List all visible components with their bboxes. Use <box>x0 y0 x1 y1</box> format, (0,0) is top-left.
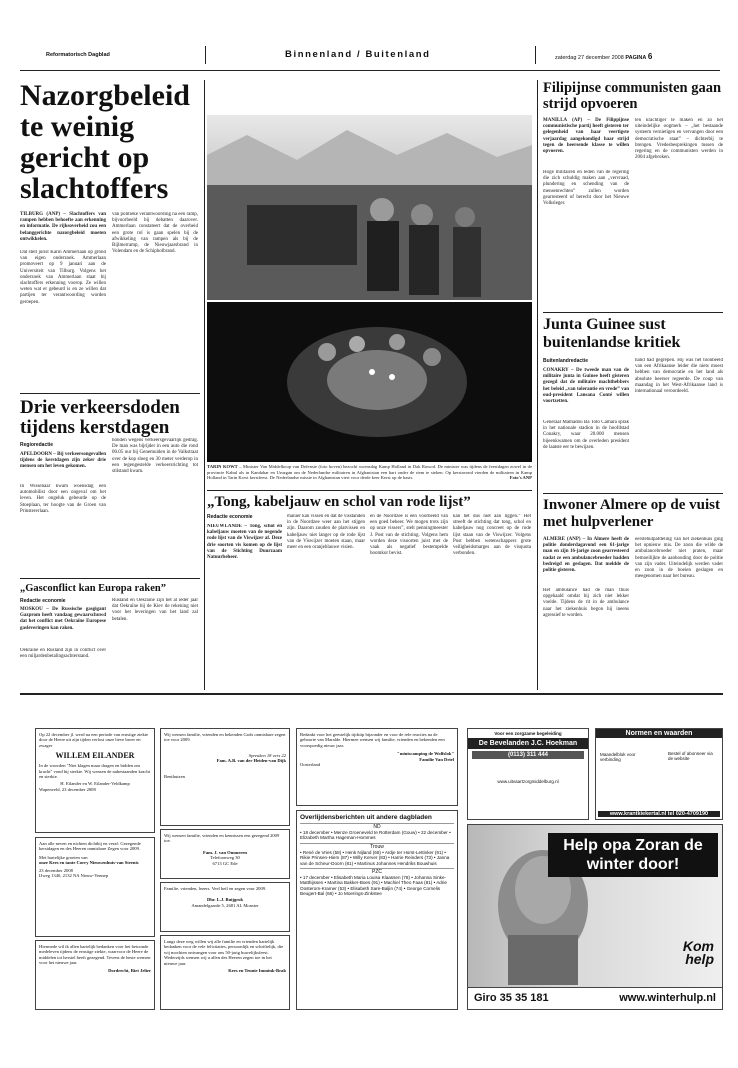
ad-normen[interactable] <box>595 728 723 820</box>
oosterland-text: Bedankt voor het geestelijk tijdstip bijzonder en voor de rele reacties na de geboorte van Maralde. Hiermee wensen wij familie, vrienden en bekenden een voorspoedig nieuw jaar. <box>300 732 445 748</box>
ommeren-addr2: 6713 GC Ede <box>212 860 238 866</box>
nazorg-body2: van politieke verantwoording na een ramp, bijvoorbeeld bij debatten daarover. Ammerlaan constateert dat de overheid een grote rol is gaan spelen bij de afwikkeling van rampen als bij de Bijlmerramp, de Nieuwjaarsbrand in Volendam en de Schipholbrand. <box>112 212 198 255</box>
header-divider-left <box>205 46 206 64</box>
buijsrok-addr: Amandelgaarde 5, 2681 AL Monster <box>191 902 259 908</box>
overlijden-nd-label: ND <box>300 823 454 830</box>
winterhulp-giro: Giro 35 35 181 <box>474 992 549 1004</box>
rule-5 <box>543 493 723 494</box>
gas-lead: MOSKOU – De Russische gasgigant Gazprom heeft vandaag gewaarschuwd dat het conflict met Oekraïne Europese gasleveringen kan raken. <box>20 607 106 631</box>
oosterland-family: Familie Van Driel <box>419 756 454 762</box>
filip-title: Filipijnse communisten gaan strijd opvoeren <box>543 80 722 112</box>
oosterland-place: Oosterland <box>300 762 321 768</box>
rule-bottom <box>20 693 723 695</box>
gas-title: „Gasconflict kan Europa raken” <box>20 583 166 594</box>
notice-eilander <box>35 728 155 833</box>
caption-credit: Foto's ANP <box>509 475 532 481</box>
junta-lead: CONAKRY – De tweede man van de militaire junta in Guinee heeft gisteren gezegd dat de militaire machthebbers het beleid „van tolerantie en vrede” van oud-president Lansana Conté willen voortzetten. <box>543 368 629 405</box>
oosterland-quote: "miniscamping de Wolfslok" <box>397 751 454 757</box>
overlijden-trouw: • René de Vries (58) • Henk Nijland (68) • Ardje ter Horst-Lettinker (91) • Rikie Prinsen-Hiem (87) • Willy Kerver (83) • Harrie Reinders (73) • Janna van de Scheur-Doorn (81) • Martinus Johannes Hendriks Bouwhuis <box>300 849 450 866</box>
rule-4 <box>543 312 723 313</box>
col-rule-left <box>204 80 205 690</box>
roland-text: Hiermede wil ik allen hartelijk bedanken voor het betoonde medeleven tijdens de ernstige ziekte, waarvoor de Heere de middelen tot herstel heeft gezegend. Tevens de beste wensen voor het nieuwe jaar. <box>39 944 151 966</box>
eilander-intro: Op 22 december jl. werd na een periode van ernstige ziekte door de Heere uit zijn tijden verlost onze lieve broer en zwager <box>39 732 149 748</box>
junta-byline: Buitenlandredactie <box>543 358 589 364</box>
overlijden-trouw-label: Trouw <box>300 843 454 850</box>
tong-body3: kan het dus niet aan liggen.” Het streeft de stichting dat tong, schol en kabeljauw nog concreet op de rode lijst staan van de Viswijzer. Volgens Post hebben wetenschappers grote veiligheidsmarges aan de visquota verbonden. <box>453 514 531 557</box>
overlijden-title: Overlijdensberichten uit andere dagbladen <box>300 814 432 821</box>
normen-site: www.krantkiekertal.nl <box>609 811 667 817</box>
verkeer-byline: Regioredactie <box>20 442 54 448</box>
ommeren-from: Fam. J. van Ommeren <box>203 849 247 855</box>
header-date <box>555 52 652 61</box>
photo-minister <box>207 115 532 300</box>
heden-text2: Met hartelijke groeten van <box>39 854 88 860</box>
tong-body2: en de Noordzee is een voorbeeld van een goed beheer. We mogen trots zijn op onze vissers”, stelt penningmeester J. Post van de stichting. Volgens hem worden deze visoorten juist met de vaak als negatief bestempelde boomkor bevist. <box>370 514 448 557</box>
notice-brak <box>160 935 290 1010</box>
photo-kerst-scene <box>207 302 532 462</box>
photo-kerst <box>207 302 532 462</box>
winterhulp-site: www.winterhulp.nl <box>619 992 716 1004</box>
winterhulp-footer <box>468 987 722 1009</box>
ad-hoekman[interactable] <box>467 728 589 820</box>
brak-from: Kees en Teunie Immink-Brak <box>228 968 286 974</box>
overlijden-box <box>296 810 458 1010</box>
heuvel-sign: Spreuken 18 vers 22 <box>248 752 286 758</box>
overlijden-pzc-label: PZC <box>300 868 454 875</box>
heden-text: Aan alle neven en nichten dichtbij en veraf: Gezegende kerstdagen en des Heeren onmisbare Zegen voor 2009. <box>39 841 141 852</box>
ommeren-text: Wij wensen familie, vrienden en kennissen een gezegend 2009 toe. <box>164 833 280 844</box>
winterhulp-logo <box>683 940 714 966</box>
notice-oosterland <box>296 728 458 806</box>
verkeer-body1: In Wissenaar kwam woensdag een automobilist door een ongeval om het leven. Het ongeluk gebeurde op de Stoeplaan, ter hoogte van de Groen van Prinstererlaan. <box>20 484 106 514</box>
hoekman-phone: (0113) 311 444 <box>472 751 584 759</box>
junta-body1: Generaal Mamadou Ba Toto Camara sprak in het nationale stadion in de hoofdstad Conakry, waar 20.000 mensen bijeenkwamen om de overleden president de laatste eer te bewijzen. <box>543 420 629 450</box>
winterhulp-slogan: Help opa Zoran de winter door! <box>548 833 718 877</box>
overlijden-pzc: • 17 december • Elisabeth Maria Louisa Klaassen (78) • Johanna Sinke-Matthijssen • Martina Bakker-Boes (91) • Machiel Theo Faas (81) • Adrie Oosterom-Kramer (53) • Elisabeth Sare-Baljin (74) • George Cornelis Beugert-Bal (66) • Jo Moerings-Zinkstee <box>300 875 447 897</box>
verkeer-title: Drie verkeersdoden tijdens kerstdagen <box>20 397 180 438</box>
rule-3 <box>207 490 532 491</box>
nazorg-title: Nazorgbeleid te weinig gericht op slachtoffers <box>20 79 190 205</box>
ommeren-addr1: Telefoonweg 30 <box>210 855 240 861</box>
almere-body1: Het ambulance had de man thuis opgehaald omdat hij zich niet lekker voelde. Tijdens de rit in de ambulance naar het ziekenhuis begon hij ineens agressief te worden. <box>543 588 629 618</box>
eilander-name: WILLEM EILANDER <box>55 751 135 761</box>
eilander-from: H. Eilander en W. Eilander-Veldkamp <box>60 781 130 787</box>
rule-2 <box>20 578 200 579</box>
header-left: Reformatorisch Dagblad <box>46 52 110 58</box>
heuvel-place: Benthuizen <box>164 773 185 779</box>
gas-body2: Rusland en Oekraïne zijn het al ieder jaar dat Oekraïne bij de Kiev de rekening niet voor het leveringen van het land zal betalen. <box>112 598 198 622</box>
page-label: PAGINA <box>625 55 647 61</box>
gas-body1: Oekraïne en Rusland zijn in conflict over een miljardenbetalingsachterstand. <box>20 648 106 660</box>
heden-from: onze Kees en tante Corry Nieuwenhuis-van Steenis <box>39 860 139 866</box>
buijsrok-text: Familie, vrienden, lezers. Veel heil en zegen voor 2009. <box>164 886 267 891</box>
buijsrok-from: Dhr. L.J. Buijgrok <box>206 897 244 903</box>
tong-title: „Tong, kabeljauw en schol van rode lijst” <box>207 494 471 510</box>
caption-text: – Minister Van Middelkoop van Defensie (foto boven) bezocht woensdag Kamp Holland in Dah Rawod. De minister was tijdens de feestdagen zowel in de provincie Kabul als in Kandahar en Uruzgan om de Nederlandse militairen in Afghanistan een hart onder de riem te steken. Op kerstavond vierden de militairen in Kamp Holland in Tarin Kowt kerstfeest. De Nederlandse missie in Afghanistan viert voor derde keer Kerst op de basis. <box>207 464 532 481</box>
photo-minister-scene <box>207 115 532 300</box>
col-rule-right <box>537 80 538 690</box>
nazorg-lead: TILBURG (ANP) – Slachtoffers van rampen hebben behoefte aan erkenning en informatie. De rijksoverheid zou een belanggerichte nazorgbeleid moeten ontwikkelen. <box>20 212 106 242</box>
winterhulp-logo-1: Kom <box>682 938 714 954</box>
winterhulp-logo-2: help <box>685 951 714 967</box>
hoekman-site: www.uitvaartzorgmiddelburg.nl <box>497 779 559 784</box>
verkeer-lead: APELDOORN – Bij verkeersongevallen tijdens de kerstdagen zijn zeker drie mensen om het leven gekomen. <box>20 452 106 470</box>
junta-body2: hand had gegrepen. Hij was het toonbeeld van een Afrikaanse leider die niets moest hebben van democratie en het land als absolute heerser regeerde. De coup van maandag in het West-Afrikaanse land is internationaal veroordeeld. <box>635 358 723 395</box>
caption-label: TARIN KOWT <box>207 464 238 469</box>
normen-footer <box>598 811 720 817</box>
header-divider-right <box>535 46 536 64</box>
eilander-place: Wapenveld, 23 december 2008 <box>39 786 96 792</box>
heuvel-from: Fam. A.B. van der Heiden-van Dijk <box>216 758 286 764</box>
header-section: Binnenland / Buitenland <box>285 49 431 60</box>
gas-byline: Redactie economie <box>20 598 66 604</box>
filip-body2: ten krachtiger te maken en zo het uiteindelijke oogmerk – „het bestaande systeem vernietigen en vervangen door een democratische staat” – dichterbij te brengen. Vredesbesprekingen tussen de regering en de communisten werden in 2004 afgebroken. <box>635 118 723 161</box>
heuvel-text: Wij wensen familie, vrienden en bekenden Gods onmisbare zegen toe voor 2009. <box>164 732 286 743</box>
almere-lead: ALMERE (ANP) – In Almere heeft de politie donderdagavond een 61-jarige man en zijn 16-jarige zoon gearresteerd nadat ze een ambulancebroeder hadden bedreigd en geslagen. Dat meldde de politie gisteren. <box>543 537 629 574</box>
notice-ommeren <box>160 829 290 879</box>
heden-addr: IJweg 1340, 2132 NA Nieuw-Vennep <box>39 873 109 879</box>
ad-winterhulp[interactable] <box>467 824 723 1010</box>
normen-sub2: Bestel of abonneer via de website <box>668 751 713 761</box>
normen-title: Normen en waarden <box>596 729 722 738</box>
tong-body1: manier kan vissen en dat de visstanden in de Noordzee weer aan het stijgen zijn. Daarom zouden de platvissen en kabeljauw niet langer op de rode lijst van de Viswijzer moeten staan, maar meer en een oranjeblauwe visien. <box>287 514 365 551</box>
hoekman-top: Voor een zorgzame begeleiding <box>494 731 562 736</box>
normen-tel: tel 020-4709190 <box>667 811 709 817</box>
overlijden-nd: • 18 december • Menze Groeneveld te Rotterdam (Gouw) • 22 december • Elizabeth Martha Hageman-Hommes <box>300 830 451 841</box>
date-text: zaterdag 27 december 2008 <box>555 55 624 61</box>
roland-from: Dordrecht, Riet Jelier <box>108 967 151 973</box>
header-rule <box>20 70 720 71</box>
normen-sub1: Maandelblok voor verbinding <box>600 752 636 762</box>
nazorg-body1: Dat stelt jurist Karin Ammerlaan op grond van eigen onderzoek. Ammerlaan promoveert op 9 januari aan de Universiteit van Tilburg. Volgens het onderzoek van Ammerlaan staat bij slachtoffers erkenning voorop. Ze willen weten wat er gebeurd is en ze willen dat partijen ter verantwoording worden geroepen. <box>20 250 106 305</box>
almere-title: Inwoner Almere op de vuist met hulpverlener <box>543 497 720 530</box>
photo-caption <box>207 464 532 481</box>
hoekman-name: De Bevelanden J.C. Hoekman <box>468 738 588 749</box>
brak-text: Langs deze weg willen wij alle familie en vrienden hartelijk bedanken voor de vele felicitaties, persoonlijk en schriftelijk, die wij mochten ontvangen voor ons 50-jarig huwelijksfeest. Wederzijds wensen wij u allen des Heeren zegen toe in het nieuwe jaar. <box>164 939 284 966</box>
almere-body2: eerstehulpafdeling van het ziekenhuis ging het opnieuw mis. De zoon die wilde de ambulancebroeder niet praten, maar bemoeilijkte de aanhouding door de politie van zijn vader. Uiteindelijk werden vader en zoon in de boeien geslagen en meegenomen naar het bureau. <box>635 537 723 580</box>
filip-lead: MANILLA (AP) – De Filippijnse communistische partij heeft gisteren ter gelegenheid van haar veertigste verjaardag aangekondigd haar strijd tegen de heersende klasse te willen opvoeren. <box>543 118 629 155</box>
tong-lead: NIEUWLANDE – Tong, schol en kabeljauw moeten van de negende rode lijst van de Viswijzer af. Deze drie soorten vis komen op de lijst van de Stichting Duurzaam Natuurbeheer. <box>207 524 282 561</box>
notice-buijsrok <box>160 882 290 932</box>
notice-heuvel <box>160 728 290 826</box>
tong-byline: Redactie economie <box>207 514 253 520</box>
page-number: 6 <box>647 52 653 61</box>
verkeer-body2: honden wegens verkeersgevaarlijk gedrag. De man was bijrijder in een auto die rond 00.05 uur bij Genemuiden in de Valkstraat over de kop sloeg en 30 meter verderop in een tegengestelde verkeersrichting tot stilstand kwam. <box>112 438 198 475</box>
notice-heden <box>35 837 155 937</box>
notice-roland <box>35 940 155 1010</box>
eilander-text: In de woorden "Niet klagen maar dragen en bidden om kracht" vond hij sterkte. Wij wensen de nabestaanden kracht en sterkte. <box>39 763 150 780</box>
filip-body1: Hoge militairen en leden van de regering die zich schuldig maken aan „vervraad, plundering en schending van de mensenrechten” zullen worden gearresteerd of berecht door het Nieuwe Volksleger. <box>543 170 629 207</box>
heden-date: 23 december 2008 <box>39 867 73 873</box>
junta-title: Junta Guinee sust buitenlandse kritiek <box>543 316 681 351</box>
rule-1 <box>20 393 200 394</box>
